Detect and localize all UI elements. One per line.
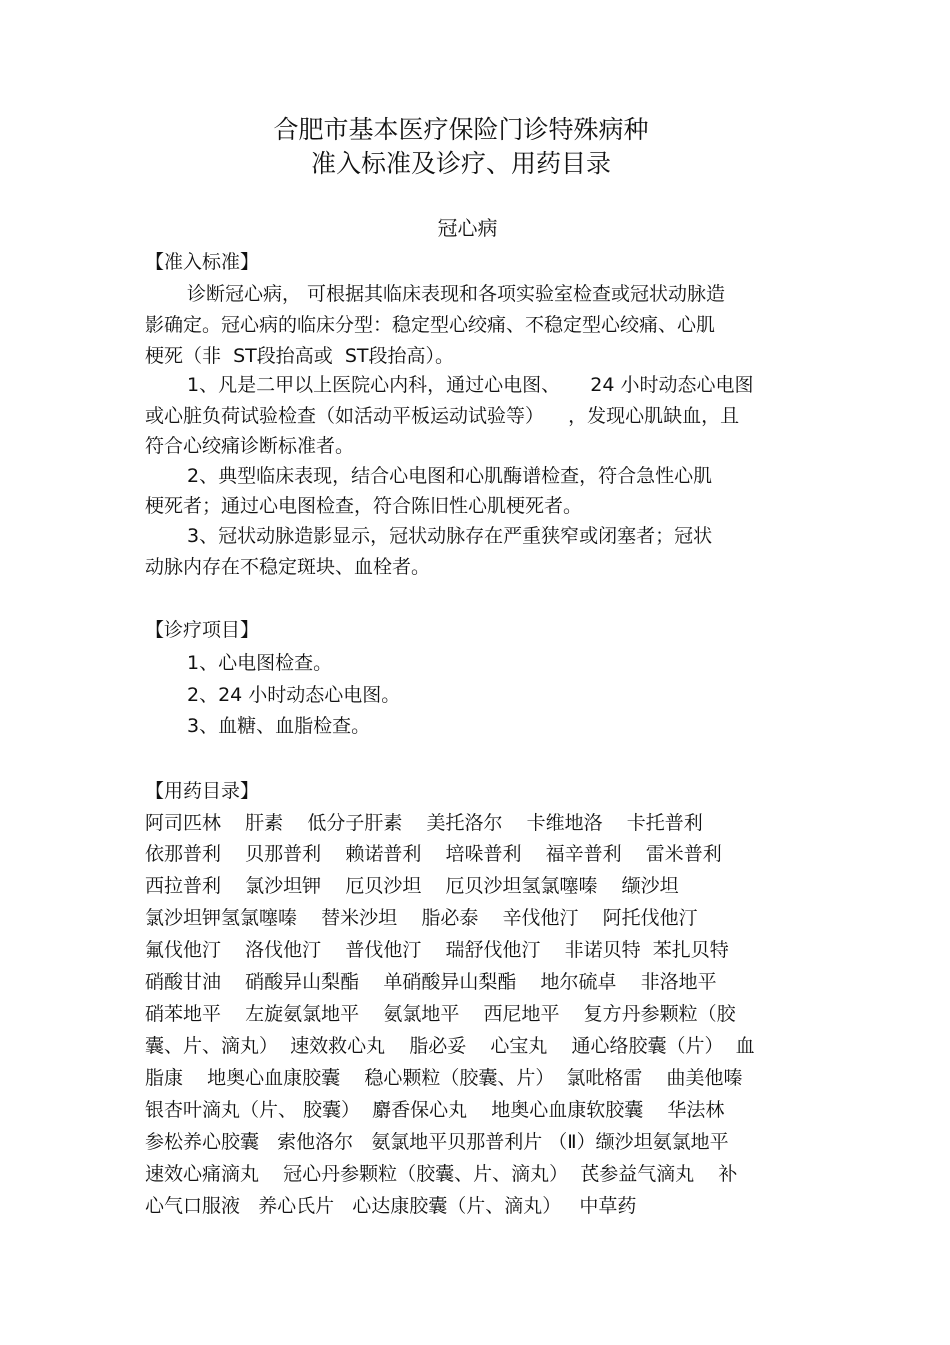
medication-line: 阿司匹林 肝素 低分子肝素 美托洛尔 卡维地洛 卡托普利 <box>145 812 703 834</box>
admission-heading: 【准入标准】 <box>145 251 260 273</box>
medication-line: 氟伐他汀 洛伐他汀 普伐他汀 瑞舒伐他汀 非诺贝特 苯扎贝特 <box>145 939 729 961</box>
medication-line: 囊、片、滴丸） 速效救心丸 脂必妥 心宝丸 通心络胶囊（片） 血 <box>145 1035 755 1057</box>
document-title-line-1: 合肥市基本医疗保险门诊特殊病种 <box>273 115 649 144</box>
medication-line: 脂康 地奥心血康胶囊 稳心颗粒（胶囊、片） 氯吡格雷 曲美他嗪 <box>145 1067 743 1089</box>
diagnosis-item: 2、24 小时动态心电图。 <box>187 684 401 706</box>
admission-line: 影确定。冠心病的临床分型：稳定型心绞痛、不稳定型心绞痛、心肌 <box>145 314 716 336</box>
disease-name: 冠心病 <box>437 216 498 240</box>
document-title-line-2: 准入标准及诊疗、用药目录 <box>310 149 611 178</box>
medication-line: 参松养心胶囊 索他洛尔 氨氯地平贝那普利片 （Ⅱ）缬沙坦氨氯地平 <box>145 1131 729 1153</box>
medication-line: 依那普利 贝那普利 赖诺普利 培哚普利 福辛普利 雷米普利 <box>145 843 722 865</box>
medication-line: 心气口服液 养心氏片 心达康胶囊（片、滴丸） 中草药 <box>145 1195 637 1217</box>
admission-line: 2、典型临床表现，结合心电图和心肌酶谱检查，符合急性心肌 <box>187 465 713 487</box>
admission-line: 诊断冠心病， 可根据其临床表现和各项实验室检查或冠状动脉造 <box>187 283 726 305</box>
medication-line: 硝酸甘油 硝酸异山梨酯 单硝酸异山梨酯 地尔硫卓 非洛地平 <box>145 971 717 993</box>
medication-line: 银杏叶滴丸（片、 胶囊） 麝香保心丸 地奥心血康软胶囊 华法林 <box>145 1099 725 1121</box>
admission-line: 符合心绞痛诊断标准者。 <box>145 435 355 457</box>
diagnosis-item: 1、心电图检查。 <box>187 652 333 674</box>
medication-line: 西拉普利 氯沙坦钾 厄贝沙坦 厄贝沙坦氢氯噻嗪 缬沙坦 <box>145 875 679 897</box>
medication-heading: 【用药目录】 <box>145 780 260 802</box>
medication-line: 氯沙坦钾氢氯噻嗪 替米沙坦 脂必泰 辛伐他汀 阿托伐他汀 <box>145 907 698 929</box>
admission-line: 动脉内存在不稳定斑块、血栓者。 <box>145 556 431 578</box>
admission-line: 梗死（非 ST段抬高或 ST段抬高）。 <box>145 345 454 367</box>
diagnosis-item: 3、血糖、血脂检查。 <box>187 715 371 737</box>
admission-line: 1、凡是二甲以上医院心内科，通过心电图、 24 小时动态心电图 <box>187 374 754 396</box>
medication-line: 硝苯地平 左旋氨氯地平 氨氯地平 西尼地平 复方丹参颗粒（胶 <box>145 1003 736 1025</box>
admission-line: 3、冠状动脉造影显示，冠状动脉存在严重狭窄或闭塞者；冠状 <box>187 525 713 547</box>
medication-line: 速效心痛滴丸 冠心丹参颗粒（胶囊、片、滴丸） 芪参益气滴丸 补 <box>145 1163 738 1185</box>
diagnosis-heading: 【诊疗项目】 <box>145 619 260 641</box>
admission-line: 梗死者；通过心电图检查，符合陈旧性心肌梗死者。 <box>145 495 583 517</box>
admission-line: 或心脏负荷试验检查（如活动平板运动试验等） ，发现心肌缺血，且 <box>145 405 740 427</box>
